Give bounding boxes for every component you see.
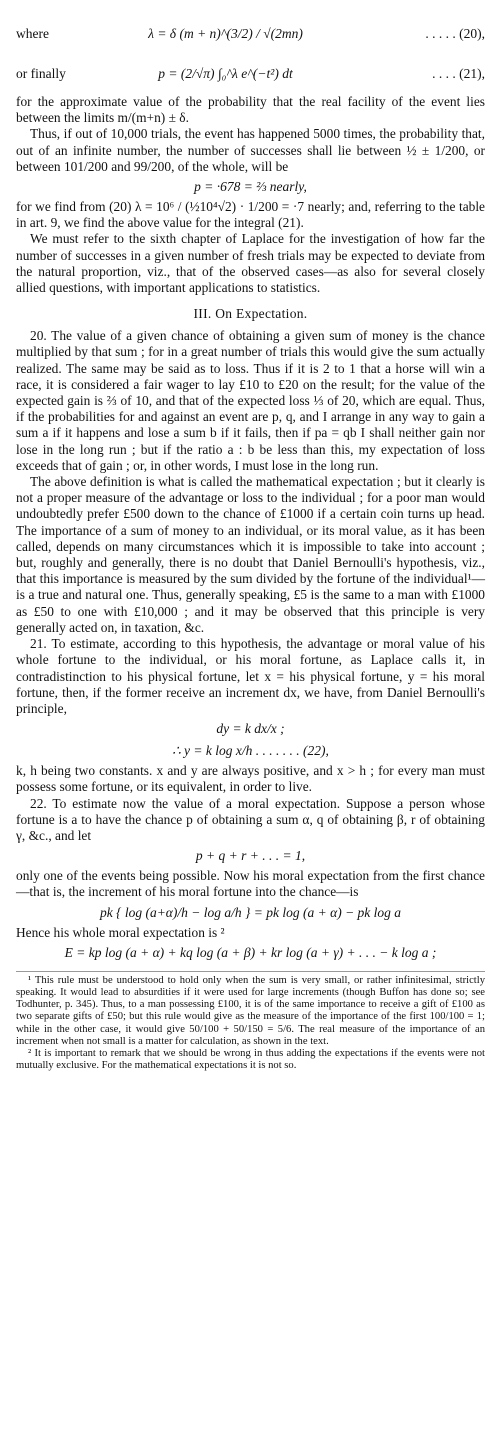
paragraph: 20. The value of a given chance of obtaining a given sum of money is the chance multiplied by that sum ; for in a great number of trials this would give the sum actually realized. The same may be said as to loss. Thus if it is 2 to 1 that a horse will win a race, it is considered a fair wager to lay £10 to £20 on the result; for the value of the expected gain is ⅔ of 10, and that of the expected loss ⅓ of 20, which are equal. Thus, if the probabilities for and against an event are p, q, and I arrange in any way to gain a sum a if it happens and lose a sum b if it fails, then if pa = qb I shall neither gain nor lose in the long run ; but if the ratio a : b be less than this, my expectation of loss exceeds that of gain ; or, in other words, I must lose in the long run.: [16, 328, 485, 473]
equation-lead: where: [16, 26, 49, 41]
paragraph: for we find from (20) λ = 10⁶ / (½10⁴√2) · 1/200 = ·7 nearly; and, referring to the table in art. 9, we find the above value for the integral (21).: [16, 199, 485, 231]
paragraph: The above definition is what is called the mathematical expectation ; but it clearly is not a proper measure of the advantage or loss to the individual ; for a poor man would undoubtedly prefer £500 down to the chance of £1000 if a certain coin turns up head. The importance of a sum of money to an individual, or its moral value, as it has been called, depends on many circumstances which it is impossible to take into account ; but, roughly and generally, there is no doubt that Daniel Bernoulli's hypothesis, viz., that this importance is measured by the sum divided by the fortune of the individual¹—is a true and natural one. Thus, generally speaking, £5 is the same to a man with £1000 as £50 to one with £10,000 ; and it may be observed that this principle is very generally acted on, in taxation, &c.: [16, 474, 485, 635]
paragraph: for the approximate value of the probability that the real facility of the event lies between the limits m/(m+n) ± δ.: [16, 94, 485, 126]
paragraph: only one of the events being possible. Now his moral expectation from the first chance—that is, the increment of his moral fortune into the chance—is: [16, 868, 485, 900]
equation-body: p = (2/√π) ∫₀^λ e^(−t²) dt: [158, 66, 293, 81]
equation-22: ∴ y = k log x/h . . . . . . . (22),: [172, 743, 329, 759]
paragraph: 22. To estimate now the value of a moral expectation. Suppose a person whose fortune is a to have the chance p of obtaining a sum α, q of obtaining β, r of obtaining γ, &c., and let: [16, 795, 485, 843]
equation-E: E = kp log (a + α) + kq log (a + β) + kr log (a + γ) + . . . − k log a ;: [64, 944, 437, 960]
equation-lead: or finally: [16, 66, 66, 81]
equation-body: λ = δ (m + n)^(3/2) / √(2mn): [148, 26, 303, 41]
paragraph: k, h being two constants. x and y are always positive, and x > h ; for every man must possess some fortune, or its equivalent, in order to live.: [16, 763, 485, 795]
section-heading: III. On Expectation.: [193, 306, 308, 322]
footnote-2: ² It is important to remark that we should be wrong in thus adding the expectations if the events were not mutually exclusive. For the mathematical expectations it is not so.: [16, 1047, 485, 1072]
equation-dy: dy = k dx/x ;: [216, 721, 285, 737]
footnote-1: ¹ This rule must be understood to hold only when the sum is very small, or rather infinitesimal, strictly speaking. It would lead to absurdities if it were used for large increments (though Buffon has done so; see Todhunter, p. 345). Thus, to a man possessing £100, it is of the same importance to receive a gift of £100 as two separate gifts of £50; but this rule would give as the measure of the importance of the first 100/100 = 1; while in the other case, it would give 50/100 + 50/150 = 5/6. The real measure of the importance of an increment when not small is a matter for calculation, as shown in the text.: [16, 974, 485, 1047]
paragraph: Thus, if out of 10,000 trials, the event has happened 5000 times, the probability that, out of an infinite number, the number of successes shall lie between ½ ± 1/200, or between 101/200 and 99/200, of the whole, will be: [16, 126, 485, 174]
paragraph: Hence his whole moral expectation is ²: [16, 924, 225, 940]
equation-pk: pk { log (a+α)/h − log a/h } = pk log (a + α) − pk log a: [99, 904, 402, 920]
equation-21: [16, 54, 485, 94]
equation-20: [16, 14, 485, 54]
footnotes: [16, 971, 485, 1073]
equation-p: p = ·678 = ⅔ nearly,: [194, 179, 307, 195]
equation-sum: p + q + r + . . . = 1,: [195, 848, 306, 864]
equation-tag: . . . . . (20),: [425, 26, 485, 41]
equation-tag: . . . . (21),: [432, 66, 485, 81]
paragraph: We must refer to the sixth chapter of Laplace for the investigation of how far the number of successes in a given number of fresh trials may be expected to deviate from the natural proportion, viz., that of the observed cases—as also for several closely allied questions, with important applications to statistics.: [16, 231, 485, 296]
paragraph: 21. To estimate, according to this hypothesis, the advantage or moral value of his whole fortune to the individual, or his moral fortune, as Laplace calls it, in contradistinction to his physical fortune, let x = his physical fortune, y = his moral fortune, then, if the former receive an increment dx, we have, from Daniel Bernoulli's principle,: [16, 636, 485, 716]
